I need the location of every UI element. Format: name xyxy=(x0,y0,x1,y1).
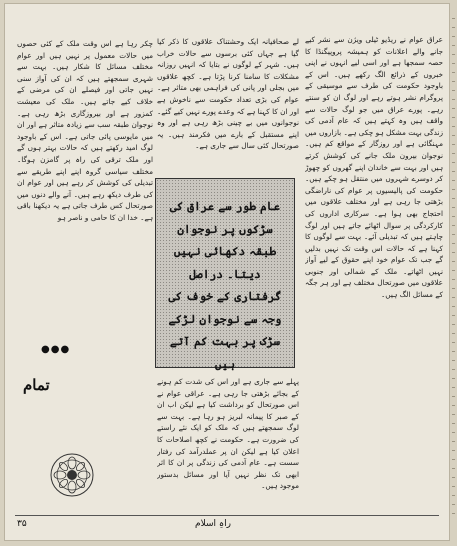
pull-quote-box xyxy=(155,178,295,371)
article-end-word: تمام xyxy=(23,376,50,394)
article-column-left xyxy=(17,38,153,342)
pull-quote-text: عام طور سے عراق کی سڑکوں پر نوجوان طبقہ دکھائی نہیں دیتا۔ دراصل گرفتاری کے خوف کی وجہ سے نوجوان لڑکے سڑک پر بہت کم آتے ہیں xyxy=(168,199,282,371)
decorative-ornament-icon xyxy=(49,452,95,498)
end-marker-dots: ●●● xyxy=(41,344,71,355)
article-column-middle-top xyxy=(157,36,299,166)
article-column-right xyxy=(305,34,443,504)
magazine-page xyxy=(4,3,450,541)
footer-divider xyxy=(15,515,439,516)
article-column-middle-bottom xyxy=(157,376,299,506)
article-text-middle-bottom: پہلے سے جاری ہے اور اس کی شدت کم ہونے کے بجائے بڑھتی جا رہی ہے۔ عراقی عوام نے اس صورتحال کو برداشت کیا ہے لیکن اب ان کے صبر کا پیمانہ لبریز ہو رہا ہے۔ بہت سے لوگ سمجھتے ہیں کہ ملک کو ایک نئے راستے کی ضرورت ہے۔ حکومت نے کچھ اصلاحات کا اعلان کیا ہے لیکن ان پر عملدرآمد کی رفتار سست ہے۔ عام آدمی کی زندگی پر ان کا اثر ابھی تک نظر نہیں آیا اور مسائل بدستور موجود ہیں۔ xyxy=(157,377,299,491)
page-number: ۳۵ xyxy=(17,519,27,529)
article-text-left: چکر رہا ہے اس وقت ملک کے کئی حصوں میں حالات معمول پر نہیں ہیں اور عوام مختلف مسائل کا شکار ہیں۔ بہت سے شہری سمجھتے ہیں کہ ان کی آواز سنی نہیں جاتی اور فیصلے ان کی مرضی کے خلاف کیے جاتے ہیں۔ ملک کی معیشت کمزور ہے اور بیروزگاری بڑھ رہی ہے۔ نوجوان طبقہ سب سے زیادہ متاثر ہے اور ان میں مایوسی پائی جاتی ہے۔ اس کے باوجود لوگ امید رکھتے ہیں کہ حالات بہتر ہوں گے اور ملک ترقی کی راہ پر گامزن ہوگا۔ مختلف سیاسی گروہ اپنے اپنے طریقے سے تبدیلی کی کوشش کر رہے ہیں اور عوام ان کی طرف دیکھ رہے ہیں۔ آنے والے دنوں میں صورتحال کس طرف جاتی ہے یہ دیکھنا باقی ہے۔ خدا ان کا حامی و ناصر ہو xyxy=(17,39,153,222)
article-text-right: عراق عوام نے ریڈیو ٹیلی ویژن سے نشر کیے جانے والے اعلانات کو ہمیشہ پروپیگنڈا کا حصہ سمجھا ہے اور اسی لیے انہوں نے اپنی خبروں کے ذرائع الگ رکھے ہیں۔ اس کے باوجود حکومت کی طرف سے موسیقی کے پروگرام نشر ہوتے رہے اور لوگ ان کو سنتے رہے۔ پورے عراق میں جو لوگ حالات سے واقف ہیں وہ کہتے ہیں کہ عام آدمی کی زندگی بہت مشکل ہو چکی ہے۔ بازاروں میں مہنگائی ہے اور روزگار کے مواقع کم ہیں۔ نوجوان بیرون ملک جانے کی کوشش کرتے ہیں اور بہت سے خاندان اپنے گھروں کو چھوڑ کر دوسرے شہروں میں منتقل ہو چکے ہیں۔ حکومت کی پالیسیوں پر عوام کی ناراضگی بڑھتی جا رہی ہے اور مختلف علاقوں میں احتجاج بھی ہوا ہے۔ سرکاری اداروں کی کارکردگی پر سوال اٹھائے جاتے ہیں اور لوگ چاہتے ہیں کہ تبدیلی آئے۔ بہت سے لوگوں کا کہنا ہے کہ حالات اس وقت تک نہیں بدلیں گے جب تک عوام خود اپنے حقوق کے لیے آواز نہیں اٹھاتے۔ ملک کے شمالی اور جنوبی علاقوں میں صورتحال مختلف ہے اور ہر جگہ کے مسائل الگ ہیں۔ xyxy=(305,35,443,300)
binding-edge xyxy=(452,18,455,518)
article-text-middle-top: لے صحافیانہ ایک وحشتناک علاقوں کا ذکر کیا گیا ہے جہاں کئی برسوں سے حالات خراب ہیں۔ شہر کے لوگوں نے بتایا کہ انہیں روزانہ مشکلات کا سامنا کرنا پڑتا ہے۔ کچھ علاقوں میں بجلی اور پانی کی فراہمی بھی متاثر ہے۔ عوام کی بڑی تعداد حکومت سے ناخوش ہے اور ان کا کہنا ہے کہ وعدے پورے نہیں کیے گئے۔ نوجوانوں میں بے چینی بڑھ رہی ہے اور وہ اپنے مستقبل کے بارے میں فکرمند ہیں۔ یہ صورتحال کئی سال سے جاری ہے۔ xyxy=(157,37,299,151)
magazine-name: راہِ اسلام xyxy=(195,519,231,529)
